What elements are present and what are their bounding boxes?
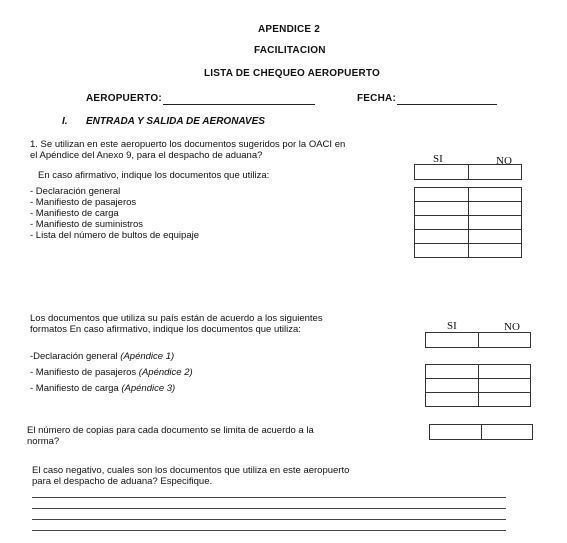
q1-no-cell[interactable]	[468, 165, 522, 180]
q2-item-2-ref: (Apéndice 2)	[138, 367, 193, 378]
answer-line-3[interactable]	[32, 519, 506, 520]
q1-subtext: En caso afirmativo, indique los documentos que utiliza:	[38, 170, 270, 181]
q2-si-cell[interactable]	[426, 333, 479, 348]
q1-item-5-no[interactable]	[468, 244, 522, 258]
section-number: I.	[62, 116, 68, 127]
q2-item-3-no[interactable]	[478, 393, 531, 407]
q1-item-3-no[interactable]	[468, 216, 522, 230]
q2-item-1-label: -Declaración general	[30, 351, 121, 362]
page-title: LISTA DE CHEQUEO AEROPUERTO	[204, 68, 380, 79]
appendix-heading: APENDICE 2	[258, 24, 321, 35]
q1-si-header: SI	[433, 153, 443, 165]
q1-answer-table	[414, 164, 522, 180]
q2-item-2	[30, 367, 193, 378]
section-title: ENTRADA Y SALIDA DE AERONAVES	[86, 116, 265, 127]
q1-item-5: - Lista del número de bultos de equipaje	[30, 230, 200, 241]
q1-item-3: - Manifiesto de carga	[30, 208, 119, 219]
q1-si-cell[interactable]	[415, 165, 469, 180]
q1-item-3-si[interactable]	[415, 216, 469, 230]
q2-item-3-ref: (Apéndice 3)	[121, 383, 176, 394]
q2-item-1-ref: (Apéndice 1)	[120, 351, 175, 362]
answer-line-1[interactable]	[32, 497, 506, 498]
date-field[interactable]	[397, 104, 497, 105]
q2-text-line1: Los documentos que utiliza su país están de acuerdo a los siguientes	[30, 313, 323, 324]
q1-text-line2: el Apéndice del Anexo 9, para el despacho de aduana?	[30, 150, 263, 161]
q1-items-table	[414, 187, 522, 258]
airport-label: AEROPUERTO:	[86, 93, 162, 104]
answer-line-2[interactable]	[32, 508, 506, 509]
q2-item-3-label: - Manifiesto de carga	[30, 383, 122, 394]
date-label: FECHA:	[357, 93, 396, 104]
q2-item-1-no[interactable]	[478, 365, 531, 379]
q2-si-header: SI	[447, 320, 457, 332]
q1-item-1: - Declaración general	[30, 186, 121, 197]
q1-item-2: - Manifiesto de pasajeros	[30, 197, 137, 208]
q3-answer-table	[429, 424, 533, 440]
q2-item-3-si[interactable]	[426, 393, 479, 407]
q1-text-line1: 1. Se utilizan en este aeropuerto los documentos sugeridos por la OACI en	[30, 139, 346, 150]
q2-item-3	[30, 383, 175, 394]
q1-item-1-no[interactable]	[468, 188, 522, 202]
q1-item-5-si[interactable]	[415, 244, 469, 258]
q2-item-2-no[interactable]	[478, 379, 531, 393]
answer-line-4[interactable]	[32, 530, 506, 531]
q2-item-2-label: - Manifiesto de pasajeros	[30, 367, 139, 378]
q3-text-line1: El número de copias para cada documento se limita de acuerdo a la	[27, 425, 314, 436]
q3-no-cell[interactable]	[481, 425, 533, 440]
q1-item-4-si[interactable]	[415, 230, 469, 244]
airport-field[interactable]	[163, 104, 315, 105]
q1-item-2-si[interactable]	[415, 202, 469, 216]
q3-si-cell[interactable]	[430, 425, 482, 440]
q4-text-line2: para el despacho de aduana? Especifique.	[32, 476, 213, 487]
q2-item-2-si[interactable]	[426, 379, 479, 393]
q3-text-line2: norma?	[27, 436, 60, 447]
q2-no-cell[interactable]	[478, 333, 531, 348]
q1-no-header: NO	[496, 155, 512, 167]
q1-item-4-no[interactable]	[468, 230, 522, 244]
q2-answer-table	[425, 332, 531, 348]
q2-item-1-si[interactable]	[426, 365, 479, 379]
q2-text-line2: formatos En caso afirmativo, indique los documentos que utiliza:	[30, 324, 301, 335]
q1-item-4: - Manifiesto de suministros	[30, 219, 143, 230]
q1-item-2-no[interactable]	[468, 202, 522, 216]
q2-item-1	[30, 351, 174, 362]
q2-no-header: NO	[504, 321, 520, 333]
q1-item-1-si[interactable]	[415, 188, 469, 202]
q2-items-table	[425, 364, 531, 407]
q4-text-line1: El caso negativo, cuales son los documentos que utiliza en este aeropuerto	[32, 465, 350, 476]
section-heading: FACILITACION	[254, 45, 326, 56]
